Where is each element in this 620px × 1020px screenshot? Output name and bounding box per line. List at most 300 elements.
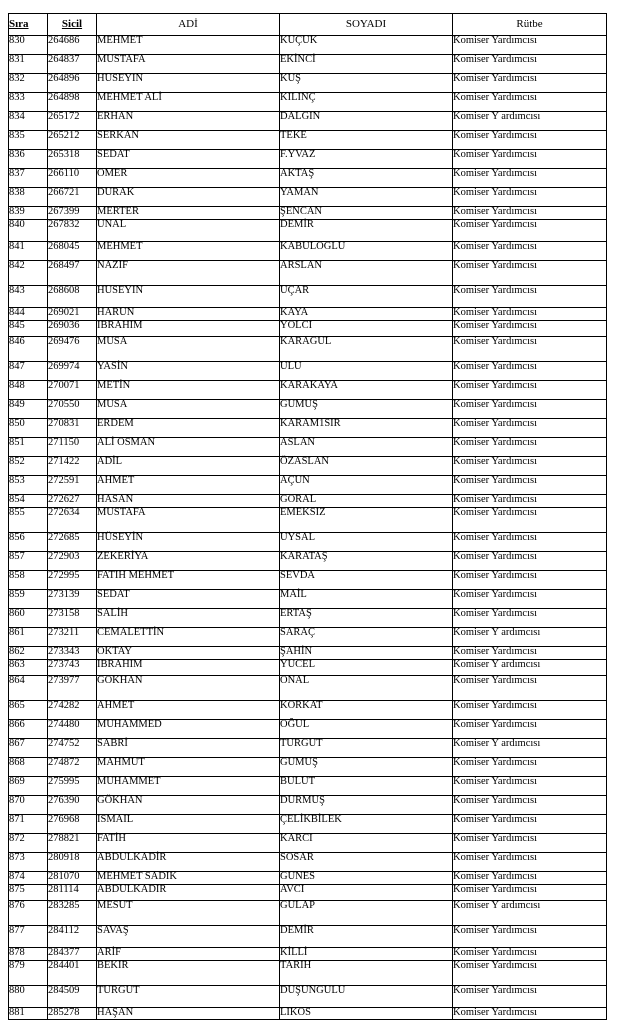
- cell-soyadi: [280, 660, 453, 676]
- cell-adi: [97, 362, 280, 381]
- cell-text: 269476: [48, 336, 80, 347]
- cell-text: 877: [9, 925, 25, 936]
- cell-text: 272685: [48, 532, 80, 543]
- cell-text: 881: [9, 1007, 25, 1018]
- cell-text: 273139: [48, 589, 80, 600]
- cell-adi: [97, 400, 280, 419]
- cell-adi: [97, 758, 280, 777]
- cell-text: Komiser Yardımcısı: [453, 646, 537, 657]
- cell-text: ONAL: [280, 675, 310, 686]
- cell-adi: [97, 112, 280, 131]
- cell-sicil: [48, 777, 97, 796]
- cell-soyadi: [280, 131, 453, 150]
- table-row: [9, 777, 607, 796]
- cell-text: KARCI: [280, 833, 313, 844]
- cell-soyadi: [280, 55, 453, 74]
- cell-rutbe: [453, 457, 607, 476]
- table-row: [9, 1008, 607, 1020]
- cell-adi: [97, 321, 280, 337]
- cell-sira: [9, 337, 48, 362]
- cell-sicil: [48, 220, 97, 242]
- cell-text: 270831: [48, 418, 80, 429]
- cell-sicil: [48, 853, 97, 872]
- cell-text: 841: [9, 241, 25, 252]
- cell-text: 856: [9, 532, 25, 543]
- table-row: [9, 571, 607, 590]
- cell-sicil: [48, 628, 97, 647]
- cell-text: Komiser Yardımcısı: [453, 260, 537, 271]
- cell-text: 272634: [48, 507, 80, 518]
- cell-rutbe: [453, 948, 607, 961]
- cell-soyadi: [280, 242, 453, 261]
- cell-adi: [97, 571, 280, 590]
- table-row: [9, 74, 607, 93]
- cell-text: Komiser Yardımcısı: [453, 399, 537, 410]
- column-header-adi: [97, 14, 280, 36]
- cell-adi: [97, 150, 280, 169]
- cell-sicil: [48, 261, 97, 286]
- table-row: [9, 362, 607, 381]
- cell-sicil: [48, 457, 97, 476]
- cell-text: MESUT: [97, 900, 133, 911]
- cell-text: GÖKHAN: [97, 795, 143, 806]
- cell-text: GORAL: [280, 494, 317, 505]
- cell-adi: [97, 834, 280, 853]
- cell-rutbe: [453, 961, 607, 986]
- cell-text: 270071: [48, 380, 80, 391]
- cell-sira: [9, 986, 48, 1008]
- cell-sicil: [48, 188, 97, 207]
- cell-adi: [97, 419, 280, 438]
- cell-text: Komiser Yardımcısı: [453, 336, 537, 347]
- cell-text: 872: [9, 833, 25, 844]
- cell-soyadi: [280, 885, 453, 901]
- cell-text: Komiser Y ardımcısı: [453, 111, 541, 122]
- cell-sicil: [48, 400, 97, 419]
- cell-text: 871: [9, 814, 25, 825]
- table-row: [9, 419, 607, 438]
- cell-sicil: [48, 571, 97, 590]
- cell-sicil: [48, 169, 97, 188]
- cell-soyadi: [280, 834, 453, 853]
- cell-rutbe: [453, 533, 607, 552]
- cell-text: OĞUL: [280, 719, 310, 730]
- cell-text: OMER: [97, 168, 128, 179]
- cell-text: 853: [9, 475, 25, 486]
- cell-sicil: [48, 495, 97, 508]
- cell-sicil: [48, 419, 97, 438]
- cell-text: 860: [9, 608, 25, 619]
- cell-soyadi: [280, 571, 453, 590]
- cell-adi: [97, 74, 280, 93]
- cell-rutbe: [453, 476, 607, 495]
- cell-text: Komiser Yardımcısı: [453, 947, 537, 958]
- cell-sicil: [48, 676, 97, 701]
- cell-sira: [9, 758, 48, 777]
- table-body: [9, 36, 607, 1020]
- cell-text: 266110: [48, 168, 80, 179]
- table-row: [9, 207, 607, 220]
- cell-text: Komiser Y ardımcısı: [453, 900, 541, 911]
- cell-soyadi: [280, 457, 453, 476]
- cell-sicil: [48, 758, 97, 777]
- cell-text: Komiser Y ardımcısı: [453, 659, 541, 670]
- cell-sira: [9, 495, 48, 508]
- cell-text: YOLCI: [280, 320, 313, 331]
- cell-text: ARİF: [97, 947, 121, 958]
- cell-text: BEKIR: [97, 960, 129, 971]
- cell-text: HAŞAN: [97, 1007, 134, 1018]
- cell-text: Komiser Yardımcısı: [453, 92, 537, 103]
- cell-soyadi: [280, 286, 453, 308]
- cell-text: Komiser Yardımcısı: [453, 187, 537, 198]
- cell-text: 837: [9, 168, 25, 179]
- cell-sicil: [48, 647, 97, 660]
- cell-adi: [97, 720, 280, 739]
- cell-text: 276390: [48, 795, 80, 806]
- cell-text: 854: [9, 494, 25, 505]
- cell-text: 847: [9, 361, 25, 372]
- cell-adi: [97, 815, 280, 834]
- cell-sicil: [48, 438, 97, 457]
- cell-text: IBRAHIM: [97, 320, 143, 331]
- cell-text: 868: [9, 757, 25, 768]
- cell-soyadi: [280, 720, 453, 739]
- cell-text: DURAK: [97, 187, 135, 198]
- cell-text: KUŞ: [280, 73, 302, 84]
- cell-text: MERTER: [97, 206, 139, 217]
- cell-text: 284112: [48, 925, 80, 936]
- cell-text: ŞENCAN: [280, 206, 323, 217]
- cell-sicil: [48, 36, 97, 55]
- cell-rutbe: [453, 362, 607, 381]
- table-row: [9, 400, 607, 419]
- cell-adi: [97, 628, 280, 647]
- cell-text: 839: [9, 206, 25, 217]
- cell-text: 843: [9, 285, 25, 296]
- cell-adi: [97, 55, 280, 74]
- table-row: [9, 885, 607, 901]
- cell-text: 278821: [48, 833, 80, 844]
- cell-text: 831: [9, 54, 25, 65]
- table-row: [9, 676, 607, 701]
- cell-text: SARAÇ: [280, 627, 316, 638]
- cell-text: NAZIF: [97, 260, 128, 271]
- cell-sicil: [48, 609, 97, 628]
- table-row: [9, 758, 607, 777]
- cell-text: SERKAN: [97, 130, 140, 141]
- cell-rutbe: [453, 220, 607, 242]
- cell-sicil: [48, 815, 97, 834]
- cell-text: KARATAŞ: [280, 551, 328, 562]
- cell-soyadi: [280, 400, 453, 419]
- cell-sicil: [48, 720, 97, 739]
- cell-sicil: [48, 948, 97, 961]
- cell-sicil: [48, 796, 97, 815]
- cell-text: MEHMET ALİ: [97, 92, 162, 103]
- cell-text: 878: [9, 947, 25, 958]
- column-header-label: Sicil: [61, 17, 83, 30]
- cell-text: 266721: [48, 187, 80, 198]
- cell-rutbe: [453, 242, 607, 261]
- cell-text: MEHMET SADIK: [97, 871, 178, 882]
- cell-text: SAVAŞ: [97, 925, 129, 936]
- cell-rutbe: [453, 1008, 607, 1020]
- cell-text: 862: [9, 646, 25, 657]
- cell-text: 276968: [48, 814, 80, 825]
- table-row: [9, 242, 607, 261]
- cell-text: MUSA: [97, 399, 128, 410]
- cell-text: Komiser Yardımcısı: [453, 871, 537, 882]
- cell-text: SOSAR: [280, 852, 314, 863]
- cell-text: Komiser Yardımcısı: [453, 884, 537, 895]
- cell-soyadi: [280, 207, 453, 220]
- cell-text: MEHMET: [97, 241, 143, 252]
- cell-text: 848: [9, 380, 25, 391]
- cell-soyadi: [280, 590, 453, 609]
- cell-sira: [9, 508, 48, 533]
- cell-soyadi: [280, 901, 453, 926]
- cell-sicil: [48, 55, 97, 74]
- cell-text: GOKHAN: [97, 675, 143, 686]
- cell-sira: [9, 533, 48, 552]
- table-row: [9, 457, 607, 476]
- column-header-rutbe: [453, 14, 607, 36]
- cell-adi: [97, 796, 280, 815]
- cell-text: 267399: [48, 206, 80, 217]
- cell-sira: [9, 55, 48, 74]
- cell-soyadi: [280, 647, 453, 660]
- cell-text: AVCI: [280, 884, 305, 895]
- cell-text: 269974: [48, 361, 80, 372]
- cell-text: YASİN: [97, 361, 128, 372]
- cell-rutbe: [453, 150, 607, 169]
- table-row: [9, 948, 607, 961]
- cell-text: SEDAT: [97, 589, 130, 600]
- cell-soyadi: [280, 36, 453, 55]
- cell-text: 272591: [48, 475, 80, 486]
- cell-soyadi: [280, 337, 453, 362]
- cell-text: 876: [9, 900, 25, 911]
- table-row: [9, 533, 607, 552]
- cell-text: METİN: [97, 380, 131, 391]
- cell-rutbe: [453, 74, 607, 93]
- cell-text: ÇELİKBİLEK: [280, 814, 342, 825]
- cell-text: EKİNCİ: [280, 54, 316, 65]
- cell-adi: [97, 508, 280, 533]
- cell-soyadi: [280, 438, 453, 457]
- table-row: [9, 261, 607, 286]
- cell-rutbe: [453, 986, 607, 1008]
- cell-soyadi: [280, 796, 453, 815]
- cell-text: Komiser Yardımcısı: [453, 833, 537, 844]
- cell-text: Komiser Yardımcısı: [453, 456, 537, 467]
- cell-text: 835: [9, 130, 25, 141]
- cell-text: 879: [9, 960, 25, 971]
- cell-text: 273977: [48, 675, 80, 686]
- cell-rutbe: [453, 93, 607, 112]
- cell-adi: [97, 457, 280, 476]
- cell-text: 273743: [48, 659, 80, 670]
- cell-text: SALİH: [97, 608, 128, 619]
- cell-text: 272903: [48, 551, 80, 562]
- cell-text: 852: [9, 456, 25, 467]
- cell-rutbe: [453, 55, 607, 74]
- cell-text: Komiser Yardımcısı: [453, 700, 537, 711]
- table-row: [9, 872, 607, 885]
- cell-sira: [9, 948, 48, 961]
- cell-sira: [9, 400, 48, 419]
- cell-text: TARIH: [280, 960, 312, 971]
- cell-soyadi: [280, 948, 453, 961]
- table-row: [9, 308, 607, 321]
- cell-text: 274282: [48, 700, 80, 711]
- cell-text: 838: [9, 187, 25, 198]
- table-row: [9, 701, 607, 720]
- table-row: [9, 112, 607, 131]
- cell-text: FATİH: [97, 833, 126, 844]
- cell-text: 880: [9, 985, 25, 996]
- cell-text: Komiser Yardımcısı: [453, 206, 537, 217]
- cell-text: MEHMET: [97, 35, 143, 46]
- cell-rutbe: [453, 777, 607, 796]
- cell-sira: [9, 739, 48, 758]
- cell-soyadi: [280, 261, 453, 286]
- header-row: [9, 14, 607, 36]
- cell-text: Komiser Yardımcısı: [453, 719, 537, 730]
- cell-rutbe: [453, 676, 607, 701]
- cell-sicil: [48, 93, 97, 112]
- cell-rutbe: [453, 131, 607, 150]
- cell-soyadi: [280, 495, 453, 508]
- cell-sira: [9, 834, 48, 853]
- cell-text: KILINÇ: [280, 92, 316, 103]
- cell-text: Komiser Yardımcısı: [453, 776, 537, 787]
- cell-text: Komiser Yardımcısı: [453, 149, 537, 160]
- column-header-label: Rütbe: [516, 17, 543, 30]
- table-row: [9, 169, 607, 188]
- cell-sira: [9, 362, 48, 381]
- table-row: [9, 815, 607, 834]
- cell-text: KABULOGLU: [280, 241, 346, 252]
- cell-adi: [97, 986, 280, 1008]
- cell-text: KARAGUL: [280, 336, 332, 347]
- cell-text: HÜSEYİN: [97, 532, 144, 543]
- cell-text: 273158: [48, 608, 80, 619]
- cell-text: Komiser Y ardımcısı: [453, 738, 541, 749]
- table-row: [9, 590, 607, 609]
- cell-adi: [97, 777, 280, 796]
- cell-text: KUÇUK: [280, 35, 318, 46]
- cell-text: UÇAR: [280, 285, 310, 296]
- cell-text: Komiser Yardımcısı: [453, 675, 537, 686]
- cell-text: KARAKAYA: [280, 380, 338, 391]
- cell-sicil: [48, 834, 97, 853]
- cell-rutbe: [453, 590, 607, 609]
- cell-soyadi: [280, 381, 453, 400]
- cell-soyadi: [280, 961, 453, 986]
- table-row: [9, 552, 607, 571]
- cell-soyadi: [280, 533, 453, 552]
- cell-sira: [9, 720, 48, 739]
- column-header-sira: [9, 14, 48, 36]
- cell-text: UYSAL: [280, 532, 316, 543]
- cell-text: 280918: [48, 852, 80, 863]
- cell-rutbe: [453, 400, 607, 419]
- cell-text: TURGUT: [97, 985, 140, 996]
- table-row: [9, 220, 607, 242]
- cell-soyadi: [280, 362, 453, 381]
- cell-adi: [97, 438, 280, 457]
- cell-adi: [97, 739, 280, 758]
- table-row: [9, 961, 607, 986]
- cell-soyadi: [280, 308, 453, 321]
- cell-rutbe: [453, 286, 607, 308]
- cell-text: 833: [9, 92, 25, 103]
- cell-text: ABDULKADİR: [97, 852, 167, 863]
- cell-rutbe: [453, 739, 607, 758]
- cell-rutbe: [453, 609, 607, 628]
- cell-text: AÇUN: [280, 475, 310, 486]
- cell-text: GUNES: [280, 871, 316, 882]
- cell-text: 284509: [48, 985, 80, 996]
- cell-adi: [97, 533, 280, 552]
- cell-sicil: [48, 362, 97, 381]
- cell-text: 859: [9, 589, 25, 600]
- cell-text: Komiser Yardımcısı: [453, 985, 537, 996]
- cell-text: 268497: [48, 260, 80, 271]
- cell-text: LIKOS: [280, 1007, 311, 1018]
- table-row: [9, 739, 607, 758]
- cell-text: 866: [9, 719, 25, 730]
- cell-text: 834: [9, 111, 25, 122]
- cell-text: 264686: [48, 35, 80, 46]
- cell-text: 274480: [48, 719, 80, 730]
- cell-adi: [97, 609, 280, 628]
- cell-text: 869: [9, 776, 25, 787]
- cell-adi: [97, 961, 280, 986]
- cell-text: 867: [9, 738, 25, 749]
- cell-text: SEVDA: [280, 570, 316, 581]
- cell-text: 864: [9, 675, 25, 686]
- cell-sicil: [48, 533, 97, 552]
- cell-text: HARUN: [97, 307, 135, 318]
- cell-text: Komiser Yardımcısı: [453, 507, 537, 518]
- cell-sira: [9, 961, 48, 986]
- cell-text: DEMİR: [280, 925, 314, 936]
- cell-rutbe: [453, 321, 607, 337]
- cell-text: 285278: [48, 1007, 80, 1018]
- cell-soyadi: [280, 986, 453, 1008]
- cell-text: Komiser Yardımcısı: [453, 757, 537, 768]
- cell-sicil: [48, 872, 97, 885]
- cell-rutbe: [453, 885, 607, 901]
- cell-text: ALİ OSMAN: [97, 437, 156, 448]
- cell-text: 861: [9, 627, 25, 638]
- cell-text: Komiser Yardımcısı: [453, 532, 537, 543]
- cell-text: 281070: [48, 871, 80, 882]
- cell-text: HASAN: [97, 494, 134, 505]
- cell-text: 284401: [48, 960, 80, 971]
- cell-sira: [9, 1008, 48, 1020]
- cell-adi: [97, 590, 280, 609]
- cell-text: MAİL: [280, 589, 307, 600]
- cell-soyadi: [280, 872, 453, 885]
- table-row: [9, 381, 607, 400]
- roster-table: [8, 13, 607, 1020]
- cell-adi: [97, 261, 280, 286]
- cell-text: 845: [9, 320, 25, 331]
